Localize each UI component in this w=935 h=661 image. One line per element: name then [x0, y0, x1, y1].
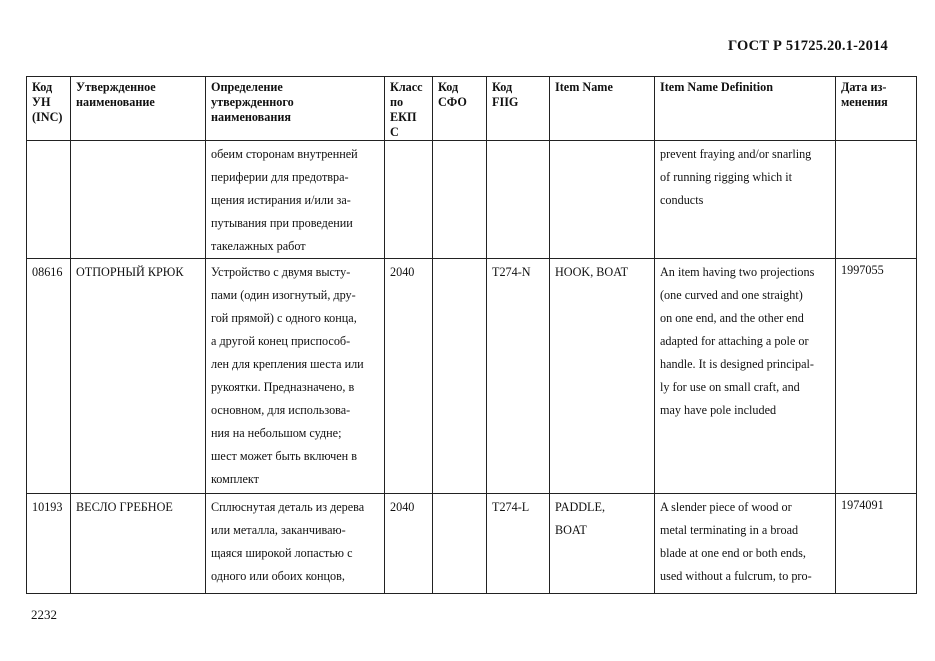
cell-item-definition: A slender piece of wood or metal terminating in a broad blade at one end or both ends, used without a fulcrum, to pro- [655, 494, 836, 594]
cell-class: 2040 [385, 494, 433, 594]
cell-item-definition: An item having two projections (one curved and one straight) on one end, and the other end adapted for attaching a pole or handle. It is designed principal- ly for use on small craft, and may have pole included [655, 259, 836, 494]
cell-definition: Сплюснутая деталь из дерева или металла, заканчиваю- щаяся широкой лопастью с одного или обоих концов, [206, 494, 385, 594]
cell-fiig: T274-L [487, 494, 550, 594]
col-header-fiig: Код FIIG [487, 77, 550, 141]
cell-inc: 08616 [27, 259, 71, 494]
cell-approved-name: ВЕСЛО ГРЕБНОЕ [71, 494, 206, 594]
cell-fiig: T274-N [487, 259, 550, 494]
cell-inc [27, 141, 71, 259]
col-header-item-definition: Item Name Definition [655, 77, 836, 141]
col-header-date: Дата из- менения [836, 77, 917, 141]
cell-class: 2040 [385, 259, 433, 494]
col-header-inc: Код УН (INC) [27, 77, 71, 141]
cell-date: 1997055 [836, 259, 917, 494]
cell-date [836, 141, 917, 259]
cell-inc: 10193 [27, 494, 71, 594]
col-header-item-name: Item Name [550, 77, 655, 141]
cell-definition: Устройство с двумя высту- пами (один изогнутый, дру- гой прямой) с одного конца, а другой конец приспособ- лен для крепления шеста или рукоятки. Предназначено, в основном, для использова- ния на небольшом судне; шест может быть включен в комплект [206, 259, 385, 494]
col-header-class: Класс по ЕКП С [385, 77, 433, 141]
cell-approved-name [71, 141, 206, 259]
col-header-sfo: Код СФО [433, 77, 487, 141]
cell-date: 1974091 [836, 494, 917, 594]
cell-item-name [550, 141, 655, 259]
cell-sfo [433, 141, 487, 259]
cell-definition: обеим сторонам внутренней периферии для предотвра- щения истирания и/или за- путывания при проведении такелажных работ [206, 141, 385, 259]
col-header-definition: Определение утвержденного наименования [206, 77, 385, 141]
col-header-approved-name: Утвержденное наименование [71, 77, 206, 141]
table-row [27, 494, 917, 594]
cell-item-name: HOOK, BOAT [550, 259, 655, 494]
cell-class [385, 141, 433, 259]
table-row [27, 141, 917, 259]
cell-approved-name: ОТПОРНЫЙ КРЮК [71, 259, 206, 494]
document-code: ГОСТ Р 51725.20.1-2014 [727, 38, 888, 54]
cell-sfo [433, 494, 487, 594]
cell-item-name: PADDLE, BOAT [550, 494, 655, 594]
catalog-table [26, 76, 917, 594]
page-number: 2232 [31, 607, 57, 622]
cell-fiig [487, 141, 550, 259]
cell-item-definition: prevent fraying and/or snarling of running rigging which it conducts [655, 141, 836, 259]
table-row [27, 259, 917, 494]
cell-sfo [433, 259, 487, 494]
table-header-row [27, 77, 917, 141]
